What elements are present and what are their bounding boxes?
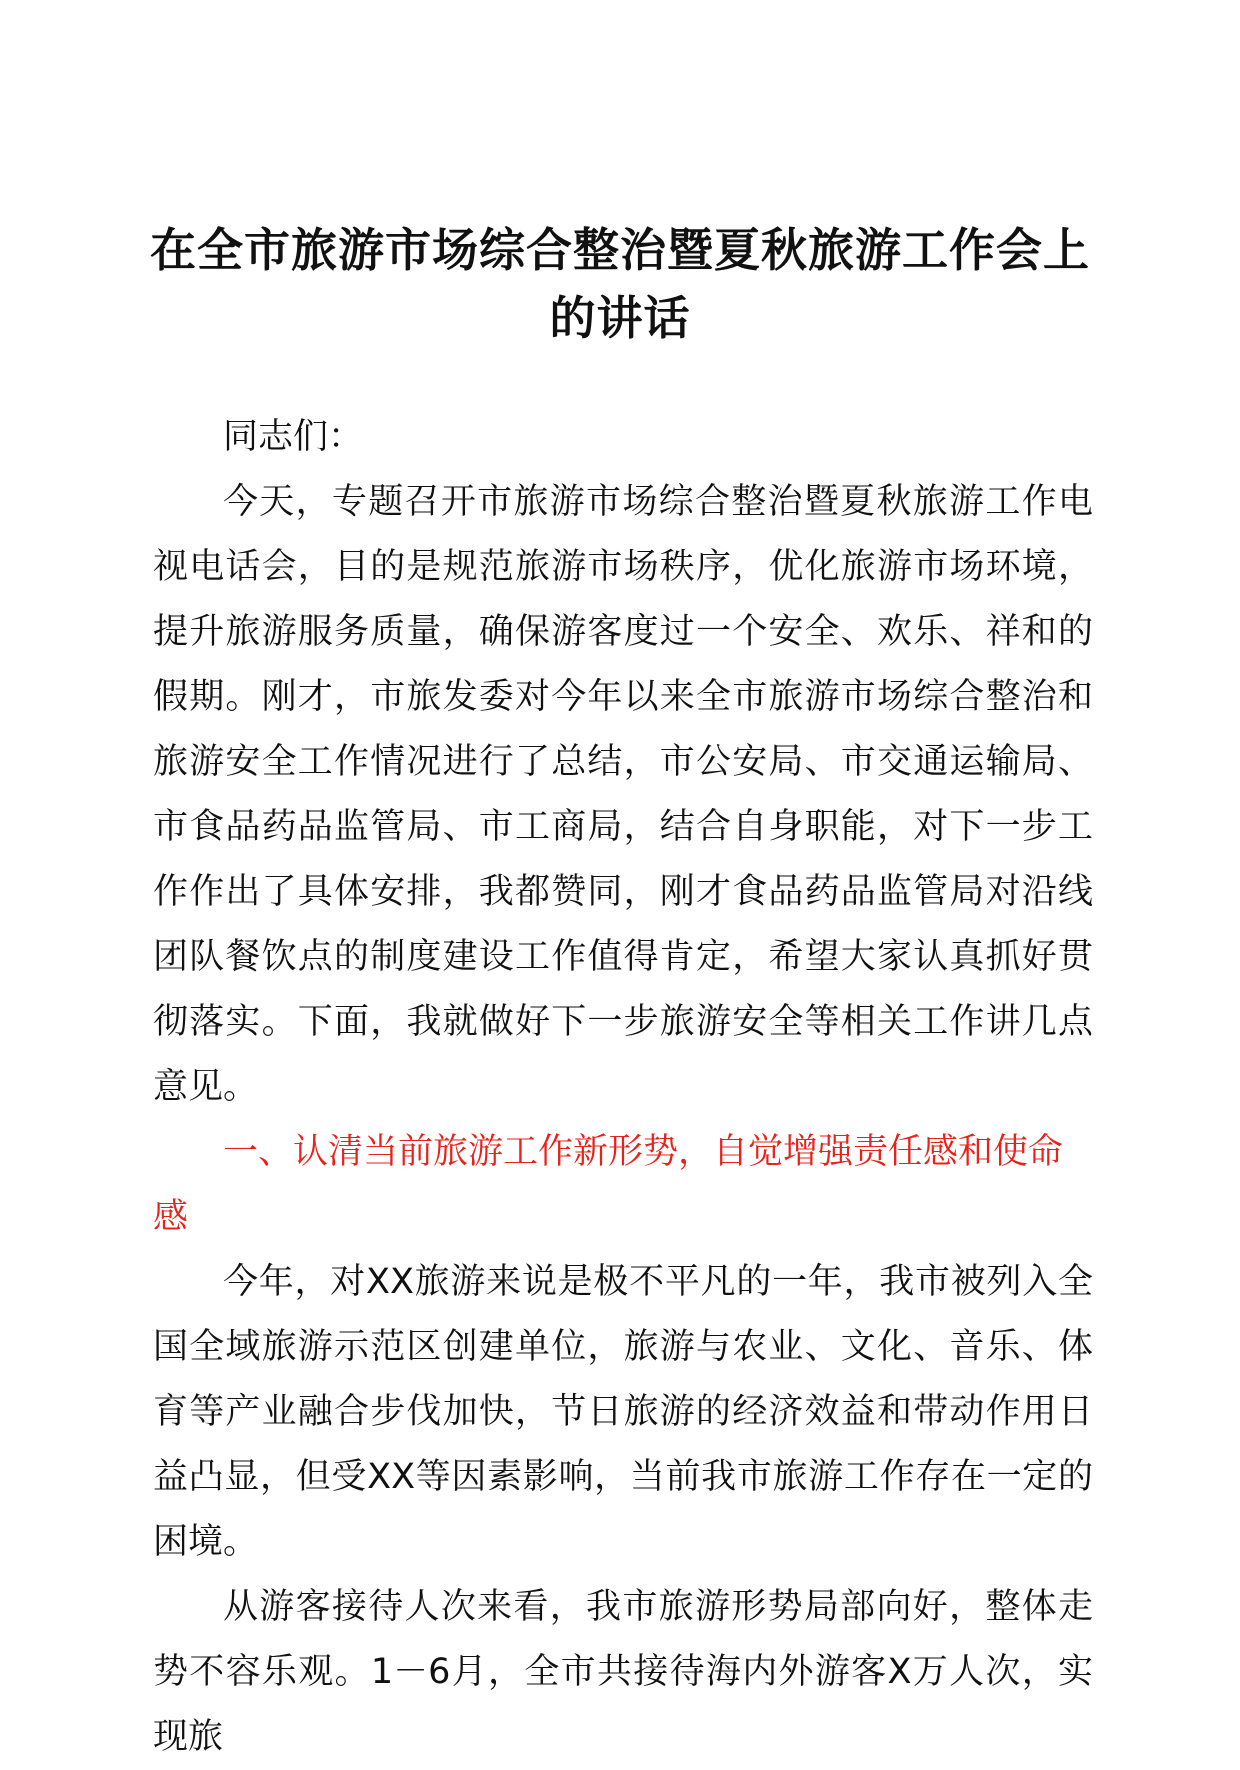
section-heading: 一、认清当前旅游工作新形势，自觉增强责任感和使命感 bbox=[153, 1132, 1064, 1237]
section-paragraph: 今年，对XX旅游来说是极不平凡的一年，我市被列入全国全域旅游示范区创建单位，旅游与农业、文化、音乐、体育等产业融合步伐加快，节日旅游的经济效益和带动作用日益凸显，但受XX等因素影响，当前我市旅游工作存在一定的困境。 bbox=[153, 1262, 1093, 1562]
section-paragraph: 从游客接待人次来看，我市旅游形势局部向好，整体走势不容乐观。1－6月，全市共接待海内外游客X万人次，实现旅 bbox=[153, 1587, 1093, 1757]
salutation: 同志们： bbox=[223, 417, 364, 457]
document-title: 在全市旅游市场综合整治暨夏秋旅游工作会上的讲话 bbox=[150, 223, 1090, 345]
document-body bbox=[153, 405, 1093, 1770]
body-paragraph: 今天，专题召开市旅游市场综合整治暨夏秋旅游工作电视电话会，目的是规范旅游市场秩序，优化旅游市场环境，提升旅游服务质量，确保游客度过一个安全、欢乐、祥和的假期。刚才，市旅发委对今年以来全市旅游市场综合整治和旅游安全工作情况进行了总结，市公安局、市交通运输局、市食品药品监管局、市工商局，结合自身职能，对下一步工作作出了具体安排，我都赞同，刚才食品药品监管局对沿线团队餐饮点的制度建设工作值得肯定，希望大家认真抓好贯彻落实。下面，我就做好下一步旅游安全等相关工作讲几点意见。 bbox=[153, 482, 1093, 1107]
